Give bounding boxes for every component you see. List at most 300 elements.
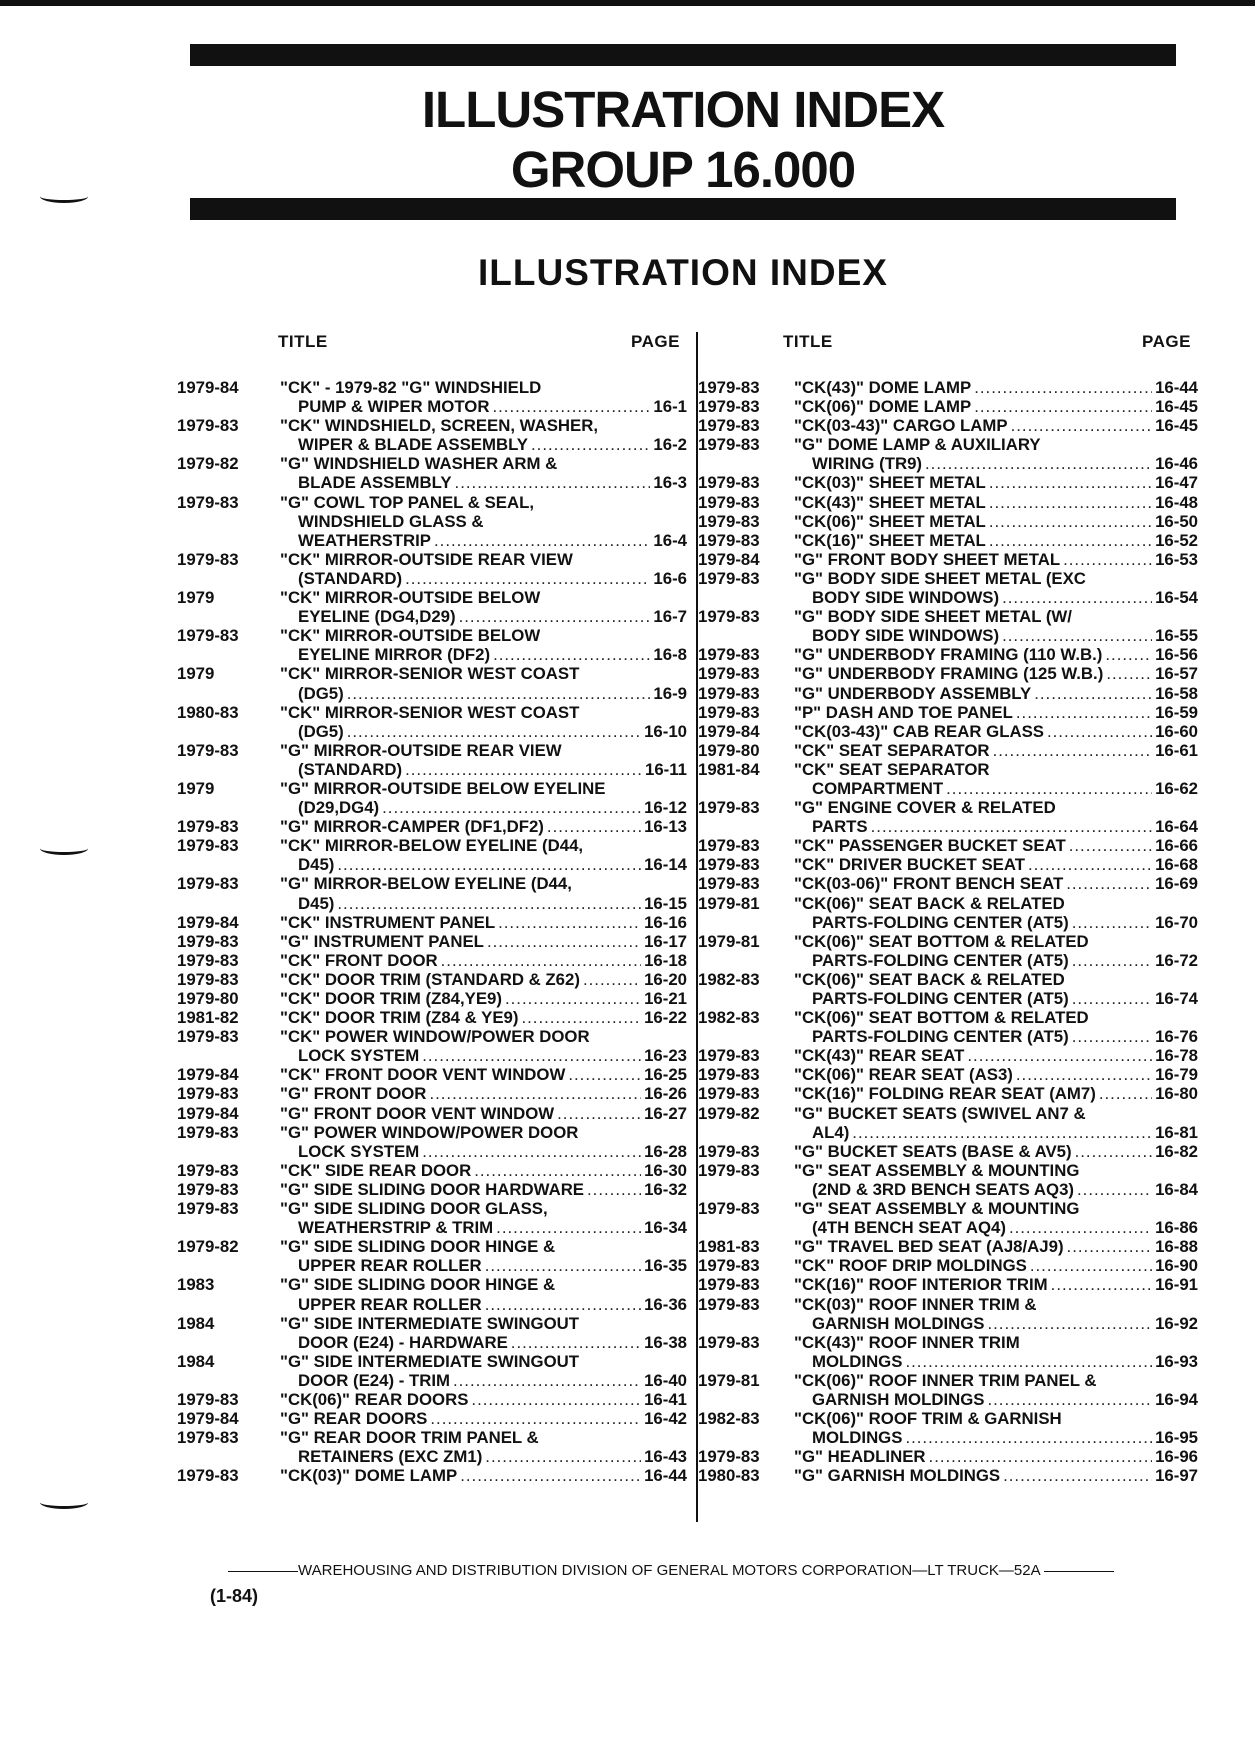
- entry-title: [280, 1466, 687, 1485]
- dot-leader: [1034, 684, 1152, 703]
- dot-leader: [989, 493, 1152, 512]
- entry-title-text: "CK(03)" DOME LAMP: [280, 1466, 458, 1486]
- entry-title-text: "G" COWL TOP PANEL & SEAL,: [280, 492, 534, 512]
- entry-year: 1979-81: [698, 931, 760, 951]
- entry-title-line: [280, 894, 687, 913]
- entry-title-text: PUMP & WIPER MOTOR: [298, 397, 490, 417]
- dot-leader: [455, 473, 651, 492]
- entry-year: 1979-83: [698, 378, 760, 397]
- dot-leader: [1002, 588, 1152, 607]
- entry-title-line: [794, 855, 1198, 874]
- entry-title-text: COMPARTMENT: [812, 778, 944, 798]
- entry-year: 1979-83: [177, 1179, 239, 1199]
- entry-page: 16-53: [1155, 549, 1198, 569]
- footer: [228, 1562, 1178, 1579]
- entry-title: [794, 855, 1198, 874]
- entry-title-line: [794, 1218, 1198, 1237]
- entry-title: [794, 1333, 1198, 1371]
- entry-title-text: RETAINERS (EXC ZM1): [298, 1447, 483, 1467]
- entry-title: [794, 1371, 1198, 1409]
- index-entry: [698, 1237, 1198, 1256]
- index-entry: [177, 1161, 687, 1180]
- entry-title: [280, 1352, 687, 1390]
- entry-page: 16-62: [1155, 778, 1198, 798]
- entry-page: 16-45: [1155, 416, 1198, 436]
- entry-page: 16-25: [644, 1065, 687, 1085]
- entry-title-text: UPPER REAR ROLLER: [298, 1294, 482, 1314]
- index-entry: [177, 588, 687, 626]
- dot-leader: [1077, 1180, 1152, 1199]
- dot-leader: [925, 454, 1152, 473]
- entry-title-line: [280, 1180, 687, 1199]
- entry-title: [794, 1237, 1198, 1256]
- index-entry: [698, 1084, 1198, 1103]
- entry-title: [794, 645, 1198, 664]
- index-entry: [698, 1275, 1198, 1294]
- entry-title-text: "CK" MIRROR-SENIOR WEST COAST: [280, 702, 580, 722]
- entry-title: [794, 512, 1198, 531]
- entry-title-text: "G" MIRROR-CAMPER (DF1,DF2): [280, 817, 544, 837]
- entry-title-text: (4TH BENCH SEAT AQ4): [812, 1218, 1006, 1238]
- entry-page: 16-11: [645, 759, 687, 779]
- dot-leader: [485, 1256, 641, 1275]
- index-entry: [698, 493, 1198, 512]
- entry-title-line: [794, 416, 1198, 435]
- entry-title: [794, 550, 1198, 569]
- entry-year: 1979-83: [698, 397, 760, 417]
- entry-title-line: [280, 1218, 687, 1237]
- entry-year: 1980-83: [698, 1466, 760, 1486]
- entry-title-line: [794, 1161, 1198, 1180]
- index-entry: [177, 1352, 687, 1390]
- dot-leader: [337, 855, 641, 874]
- entry-page: 16-9: [653, 683, 687, 703]
- entry-title: [794, 760, 1198, 798]
- entry-title-text: "CK(03)" ROOF INNER TRIM &: [794, 1294, 1037, 1314]
- entry-page: 16-2: [653, 435, 687, 455]
- entry-title-line: [794, 1447, 1198, 1466]
- entry-page: 16-94: [1155, 1389, 1198, 1409]
- entry-title-line: [794, 435, 1198, 454]
- entry-year: 1979-82: [177, 1237, 239, 1257]
- entry-title: [280, 703, 687, 741]
- entry-title-line: [280, 1123, 687, 1142]
- dot-leader: [1063, 550, 1152, 569]
- index-entry: [177, 989, 687, 1008]
- entry-year: 1979-83: [177, 1466, 239, 1486]
- entry-year: 1979-80: [698, 740, 760, 760]
- entry-year: 1979-83: [698, 435, 760, 455]
- dot-leader: [905, 1428, 1152, 1447]
- entry-title-text: "CK(06)" ROOF TRIM & GARNISH: [794, 1409, 1062, 1429]
- entry-title: [794, 1065, 1198, 1084]
- dot-leader: [453, 1371, 641, 1390]
- entry-page: 16-38: [644, 1332, 687, 1352]
- entry-year: 1979-83: [698, 645, 760, 665]
- entry-page: 16-81: [1155, 1122, 1198, 1142]
- entry-year: 1979-83: [698, 702, 760, 722]
- entry-title-line: [794, 454, 1198, 473]
- index-entry: [177, 932, 687, 951]
- index-entry: [177, 874, 687, 912]
- entry-title: [794, 1161, 1198, 1199]
- entry-title-line: [280, 1142, 687, 1161]
- entry-year: 1981-84: [698, 759, 760, 779]
- entry-page: 16-78: [1155, 1046, 1198, 1066]
- entry-page: 16-91: [1155, 1275, 1198, 1295]
- index-entry: [177, 416, 687, 454]
- entry-title-line: [280, 951, 687, 970]
- entry-title-text: "G" REAR DOOR TRIM PANEL &: [280, 1428, 539, 1448]
- index-entry: [698, 569, 1198, 607]
- entry-title: [794, 1447, 1198, 1466]
- entry-title: [280, 550, 687, 588]
- entry-title: [794, 416, 1198, 435]
- entry-title-text: "CK(06)" SEAT BACK & RELATED: [794, 969, 1065, 989]
- index-entry: [698, 550, 1198, 569]
- entry-page: 16-50: [1155, 511, 1198, 531]
- title-line-2: GROUP 16.000: [510, 141, 856, 198]
- entry-title-text: PARTS-FOLDING CENTER (AT5): [812, 1027, 1069, 1047]
- dot-leader: [987, 1314, 1152, 1333]
- entry-title-text: "G" REAR DOORS: [280, 1409, 428, 1429]
- entry-title-text: (DG5): [298, 721, 344, 741]
- index-entry: [177, 1008, 687, 1027]
- entry-year: 1979-83: [698, 1065, 760, 1085]
- entry-page: 16-74: [1155, 989, 1198, 1008]
- entry-year: 1979-83: [177, 950, 239, 970]
- entry-page: 16-55: [1155, 626, 1198, 646]
- entry-title: [280, 378, 687, 416]
- entry-title: [280, 1180, 687, 1199]
- index-entry: [698, 1409, 1198, 1447]
- dot-leader: [989, 473, 1152, 492]
- entry-year: 1979-83: [177, 931, 239, 951]
- dot-leader: [1002, 626, 1152, 645]
- entry-title-text: "CK(43)" SHEET METAL: [794, 492, 986, 512]
- entry-title: [794, 664, 1198, 683]
- entry-title-text: BLADE ASSEMBLY: [298, 473, 452, 493]
- entry-title-text: "CK" DOOR TRIM (STANDARD & Z62): [280, 969, 580, 989]
- entry-year: 1979-83: [698, 1160, 760, 1180]
- entry-title: [794, 1256, 1198, 1275]
- entry-page: 16-80: [1155, 1084, 1198, 1104]
- dot-leader: [430, 1409, 641, 1428]
- entry-year: 1979-83: [698, 607, 760, 627]
- index-entry: [177, 1275, 687, 1313]
- entry-title-text: DOOR (E24) - HARDWARE: [298, 1332, 508, 1352]
- entry-title-line: [280, 913, 687, 932]
- entry-title-line: [794, 550, 1198, 569]
- entry-title-text: WIPER & BLADE ASSEMBLY: [298, 435, 528, 455]
- entry-title-line: [794, 1084, 1198, 1103]
- entry-title: [280, 932, 687, 951]
- entry-title-line: [280, 378, 687, 397]
- entry-title-text: "G" HEADLINER: [794, 1447, 926, 1467]
- entry-year: 1980-83: [177, 702, 239, 722]
- header-bar-bottom: [190, 198, 1176, 220]
- entry-title-text: "CK" DRIVER BUCKET SEAT: [794, 855, 1025, 875]
- entry-title-text: (STANDARD): [298, 759, 403, 779]
- entry-page: 16-46: [1155, 454, 1198, 474]
- entry-title: [794, 1008, 1198, 1046]
- entry-title-line: [280, 435, 687, 454]
- entry-page: 16-43: [644, 1447, 687, 1467]
- entry-page: 16-58: [1155, 683, 1198, 703]
- entry-title-line: [280, 1008, 687, 1027]
- entry-title-text: "CK(06)" DOME LAMP: [794, 397, 972, 417]
- entry-title-text: "CK(03-06)" FRONT BENCH SEAT: [794, 874, 1064, 894]
- index-entry: [177, 626, 687, 664]
- index-entry: [698, 703, 1198, 722]
- entry-year: 1982-83: [698, 1008, 760, 1028]
- entry-title-text: "CK(06)" ROOF INNER TRIM PANEL &: [794, 1370, 1097, 1390]
- index-entry: [698, 645, 1198, 664]
- index-entry: [698, 1333, 1198, 1371]
- entry-title-line: [794, 1466, 1198, 1485]
- entry-title-line: [280, 473, 687, 492]
- index-entry: [698, 416, 1198, 435]
- entry-title: [794, 932, 1198, 970]
- index-entry: [698, 1142, 1198, 1161]
- entry-title-line: [794, 531, 1198, 550]
- entry-title-text: "CK" MIRROR-OUTSIDE REAR VIEW: [280, 549, 573, 569]
- entry-page: 16-88: [1155, 1237, 1198, 1257]
- entry-title-text: "G" UNDERBODY FRAMING (110 W.B.): [794, 645, 1103, 665]
- title-line-1: ILLUSTRATION INDEX: [421, 81, 945, 138]
- dot-leader: [1072, 951, 1152, 970]
- index-entry: [177, 1237, 687, 1275]
- entry-title-text: "CK(43)" DOME LAMP: [794, 378, 972, 397]
- entry-title-text: D45): [298, 893, 335, 913]
- entry-title-text: "CK(06)" SEAT BOTTOM & RELATED: [794, 1008, 1089, 1028]
- entry-year: 1979-83: [698, 1275, 760, 1295]
- entry-title-line: [794, 1199, 1198, 1218]
- dot-leader: [485, 1295, 641, 1314]
- entry-title-text: "CK" FRONT DOOR VENT WINDOW: [280, 1065, 566, 1085]
- entry-title: [794, 473, 1198, 492]
- entry-title-line: [794, 760, 1198, 779]
- entry-title-text: "CK(16)" ROOF INTERIOR TRIM: [794, 1275, 1048, 1295]
- dot-leader: [1016, 703, 1152, 722]
- entry-page: 16-4: [653, 530, 687, 550]
- entry-year: 1984: [177, 1313, 215, 1333]
- entry-year: 1979-82: [177, 454, 239, 474]
- entry-title-text: (2ND & 3RD BENCH SEATS AQ3): [812, 1179, 1075, 1199]
- entry-title-text: (D29,DG4): [298, 798, 380, 818]
- entry-title-text: "CK" SEAT SEPARATOR: [794, 740, 990, 760]
- entry-page: 16-56: [1155, 645, 1198, 665]
- entry-title-line: [280, 989, 687, 1008]
- entry-title-text: "CK" MIRROR-OUTSIDE BELOW: [280, 626, 541, 646]
- dot-leader: [1066, 874, 1152, 893]
- entry-title-line: [280, 397, 687, 416]
- entry-page: 16-97: [1155, 1466, 1198, 1486]
- entry-page: 16-52: [1155, 530, 1198, 550]
- right-col-title-header: TITLE: [783, 332, 833, 351]
- entry-title: [280, 1065, 687, 1084]
- entry-page: 16-35: [644, 1256, 687, 1276]
- dot-leader: [587, 1180, 641, 1199]
- dot-leader: [474, 1161, 641, 1180]
- dot-leader: [434, 531, 650, 550]
- entry-title-text: EYELINE (DG4,D29): [298, 607, 456, 627]
- entry-title-line: [280, 855, 687, 874]
- entry-title-line: [794, 1123, 1198, 1142]
- entry-title-line: [794, 1065, 1198, 1084]
- dot-leader: [547, 817, 641, 836]
- entry-page: 16-79: [1155, 1065, 1198, 1085]
- entry-page: 16-7: [653, 607, 687, 627]
- dot-leader: [852, 1123, 1152, 1142]
- entry-page: 16-30: [644, 1160, 687, 1180]
- entry-title-line: [794, 1295, 1198, 1314]
- entry-title: [280, 1390, 687, 1409]
- entry-title-text: WINDSHIELD GLASS &: [298, 511, 484, 531]
- entry-title: [794, 493, 1198, 512]
- entry-title-text: "G" SIDE SLIDING DOOR HARDWARE: [280, 1179, 585, 1199]
- entry-year: 1979-84: [177, 1065, 239, 1085]
- entry-year: 1982-83: [698, 1409, 760, 1429]
- entry-title-text: "CK" MIRROR-OUTSIDE BELOW: [280, 588, 541, 608]
- entry-title-text: D45): [298, 855, 335, 875]
- dot-leader: [557, 1104, 641, 1123]
- dot-leader: [422, 1046, 641, 1065]
- index-entry: [698, 1046, 1198, 1065]
- entry-title-line: [794, 607, 1198, 626]
- index-entry: [177, 779, 687, 817]
- entry-page: 16-68: [1155, 855, 1198, 875]
- dot-leader: [382, 798, 641, 817]
- entry-year: 1979-84: [177, 1103, 239, 1123]
- entry-title-line: [794, 588, 1198, 607]
- entry-title-line: [280, 1352, 687, 1371]
- entry-title-line: [794, 874, 1198, 893]
- dot-leader: [1030, 1256, 1152, 1275]
- entry-page: 16-54: [1155, 588, 1198, 608]
- entry-title-text: PARTS-FOLDING CENTER (AT5): [812, 989, 1069, 1008]
- entry-title: [794, 703, 1198, 722]
- entry-title-line: [794, 1333, 1198, 1352]
- entry-title-line: [280, 416, 687, 435]
- index-entry: [177, 1123, 687, 1161]
- entry-year: 1979-83: [698, 1046, 760, 1066]
- dot-leader: [521, 1008, 641, 1027]
- entry-title-text: "CK" ROOF DRIP MOLDINGS: [794, 1256, 1027, 1276]
- entry-year: 1979: [177, 778, 215, 798]
- dot-leader: [441, 951, 641, 970]
- entry-page: 16-32: [644, 1179, 687, 1199]
- entry-title-text: "CK" MIRROR-BELOW EYELINE (D44,: [280, 836, 584, 856]
- entry-title-line: [794, 1104, 1198, 1123]
- entry-title-text: (STANDARD): [298, 568, 403, 588]
- entry-title-line: [794, 1275, 1198, 1294]
- entry-title: [794, 1046, 1198, 1065]
- index-entry: [177, 1409, 687, 1428]
- entry-title: [794, 1104, 1198, 1142]
- entry-title-line: [794, 378, 1198, 397]
- entry-title-line: [794, 951, 1198, 970]
- entry-page: 16-44: [644, 1466, 687, 1486]
- entry-year: 1979-84: [177, 378, 239, 397]
- index-entry: [698, 378, 1198, 397]
- entry-title: [794, 1295, 1198, 1333]
- index-entry: [177, 951, 687, 970]
- entry-title-line: [280, 703, 687, 722]
- entry-year: 1979-83: [698, 874, 760, 894]
- index-entry: [698, 397, 1198, 416]
- entry-title-line: [280, 1466, 687, 1485]
- entry-title-line: [280, 607, 687, 626]
- entry-year: 1979-83: [698, 836, 760, 856]
- entry-year: 1984: [177, 1351, 215, 1371]
- dot-leader: [993, 741, 1153, 760]
- entry-title-text: "G" BODY SIDE SHEET METAL (W/: [794, 607, 1072, 627]
- entry-title-text: "CK" FRONT DOOR: [280, 950, 438, 970]
- index-entry: [698, 607, 1198, 645]
- entry-page: 16-70: [1155, 912, 1198, 932]
- entry-title-line: [794, 722, 1198, 741]
- entry-year: 1979-83: [698, 416, 760, 436]
- entry-year: 1979-83: [177, 549, 239, 569]
- entry-title-text: "G" SEAT ASSEMBLY & MOUNTING: [794, 1199, 1080, 1219]
- entry-year: 1981-83: [698, 1237, 760, 1257]
- entry-page: 16-66: [1155, 836, 1198, 856]
- dot-leader: [492, 397, 650, 416]
- dot-leader: [347, 722, 641, 741]
- entry-page: 16-93: [1155, 1351, 1198, 1371]
- index-entry: [698, 741, 1198, 760]
- entry-page: 16-14: [644, 855, 687, 875]
- index-entry: [698, 760, 1198, 798]
- entry-year: 1979-83: [177, 817, 239, 837]
- dot-leader: [460, 1466, 641, 1485]
- entry-year: 1979-83: [177, 740, 239, 760]
- entry-title-text: "G" DOME LAMP & AUXILIARY: [794, 435, 1041, 455]
- entry-title-text: "G" TRAVEL BED SEAT (AJ8/AJ9): [794, 1237, 1064, 1257]
- entry-year: 1979: [177, 588, 215, 608]
- entry-year: 1979-83: [698, 530, 760, 550]
- entry-title-line: [794, 913, 1198, 932]
- entry-page: 16-72: [1155, 950, 1198, 970]
- entry-title-text: LOCK SYSTEM: [298, 1141, 420, 1161]
- entry-title-text: GARNISH MOLDINGS: [812, 1389, 985, 1409]
- entry-page: 16-15: [644, 893, 687, 913]
- entry-title-text: "P" DASH AND TOE PANEL: [794, 702, 1013, 722]
- entry-title-text: "G" FRONT DOOR: [280, 1084, 427, 1104]
- dot-leader: [987, 1390, 1152, 1409]
- entry-title-line: [794, 1027, 1198, 1046]
- entry-title-line: [794, 1142, 1198, 1161]
- entry-title-line: [280, 1447, 687, 1466]
- entry-title-text: GARNISH MOLDINGS: [812, 1313, 985, 1333]
- entry-year: 1979-80: [177, 989, 239, 1008]
- index-entry: [698, 473, 1198, 492]
- entry-title-text: "CK" MIRROR-SENIOR WEST COAST: [280, 664, 580, 684]
- entry-title-text: DOOR (E24) - TRIM: [298, 1370, 450, 1390]
- entry-title-text: "G" BUCKET SEATS (SWIVEL AN7 &: [794, 1103, 1086, 1123]
- entry-year: 1979-81: [698, 1370, 760, 1390]
- entry-title-text: "CK" DOOR TRIM (Z84 & YE9): [280, 1008, 519, 1028]
- entry-title: [280, 817, 687, 836]
- entry-title-text: LOCK SYSTEM: [298, 1046, 420, 1066]
- index-entry: [177, 1180, 687, 1199]
- entry-year: 1979-83: [698, 1256, 760, 1276]
- entry-year: 1979-83: [177, 969, 239, 989]
- entry-title-text: "CK(06)" REAR SEAT (AS3): [794, 1065, 1013, 1085]
- dot-leader: [1105, 645, 1152, 664]
- dot-leader: [989, 531, 1152, 550]
